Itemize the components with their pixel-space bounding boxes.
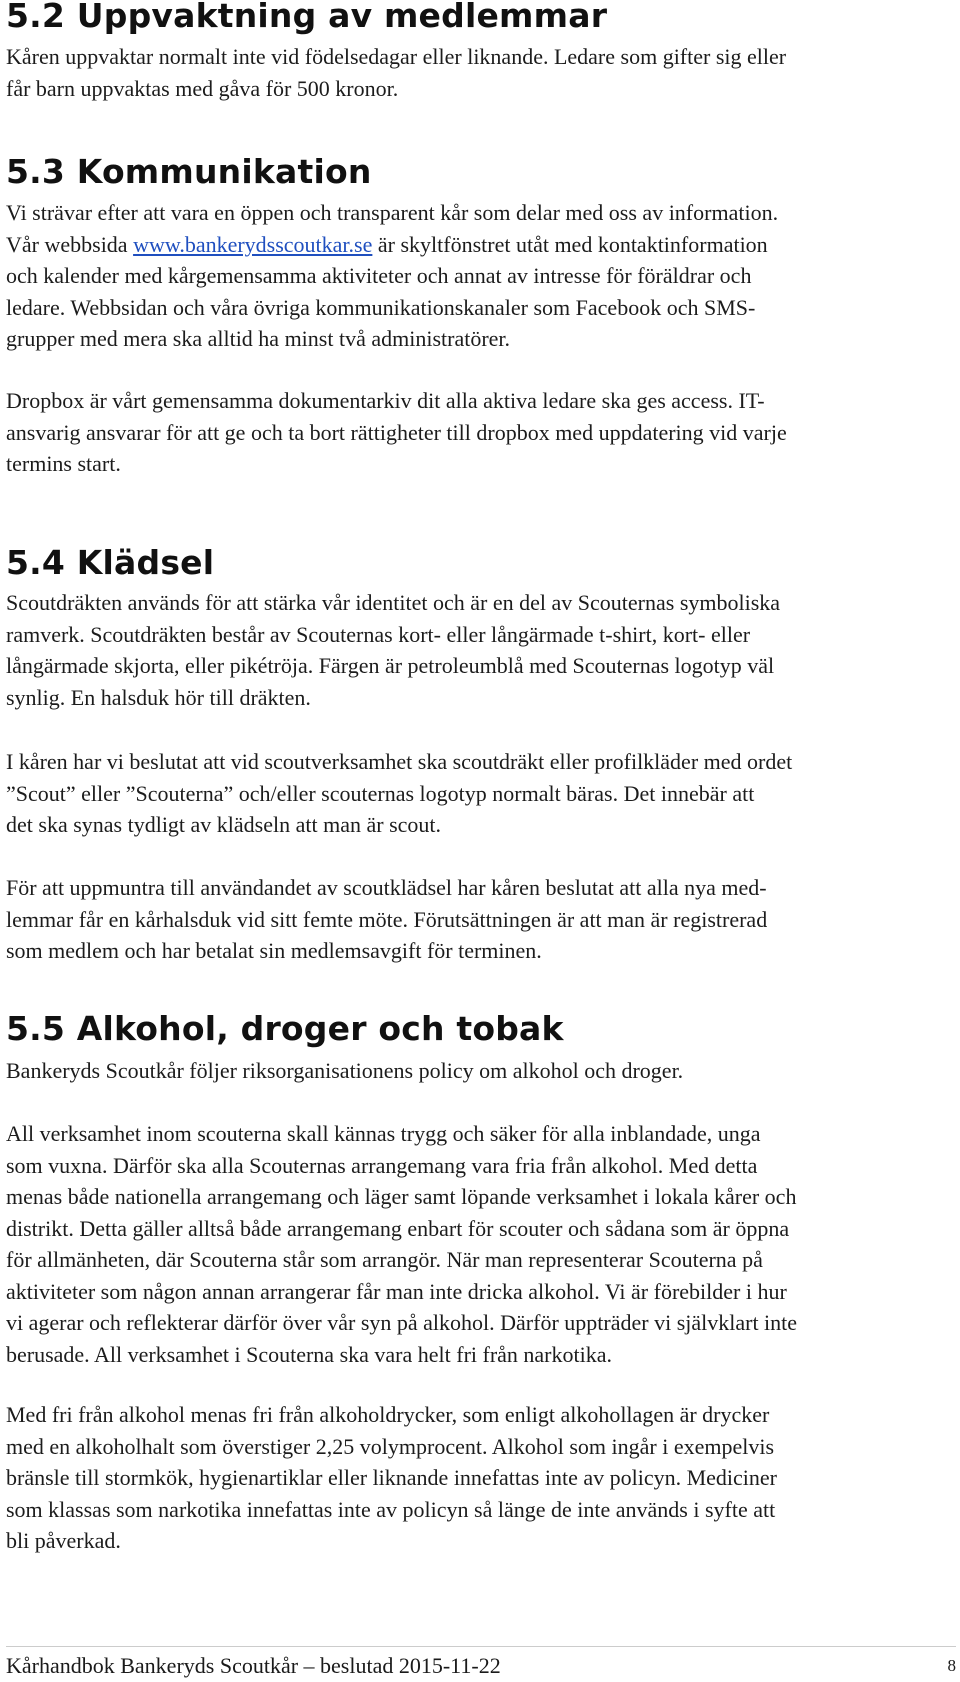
text-line: vi agerar och reflekterar därför över vår syn på alkohol. Därför uppträder vi självklart inte	[6, 1310, 798, 1335]
text-line: All verksamhet inom scouterna skall kännas trygg och säker för alla inblandade, unga	[6, 1121, 761, 1146]
page-footer	[6, 1651, 956, 1681]
text-line: Med fri från alkohol menas fri från alkoholdrycker, som enligt alkohollagen är drycker	[6, 1402, 770, 1427]
text-line: långärmade skjorta, eller pikétröja. Färgen är petroleumblå med Scouternas logotyp väl	[6, 653, 775, 678]
text-line: ”Scout” eller ”Scouterna” och/eller scouternas logotyp normalt bäras. Det innebär att	[6, 780, 755, 806]
text-line: Vi strävar efter att vara en öppen och transparent kår som delar med oss av information.	[6, 200, 779, 225]
paragraph-5-4-uniform	[6, 587, 956, 713]
text-line: Kåren uppvaktar normalt inte vid födelsedagar eller liknande. Ledare som gifter sig eller	[6, 44, 787, 69]
text-line: Bankeryds Scoutkår följer riksorganisationens policy om alkohol och droger.	[6, 1058, 684, 1083]
text-line: För att uppmuntra till användandet av scoutklädsel har kåren beslutat att alla nya med-	[6, 875, 767, 900]
text-line: får barn uppvaktas med gåva för 500 kronor.	[6, 75, 399, 101]
text-line: Dropbox är vårt gemensamma dokumentarkiv dit alla aktiva ledare ska ges access. IT-	[6, 388, 765, 413]
text-line: med en alkoholhalt som överstiger 2,25 volymprocent. Alkohol som ingår i exempelvis	[6, 1433, 775, 1459]
text-line: Scoutdräkten används för att stärka vår identitet och är en del av Scouternas symboliska	[6, 590, 781, 615]
text-line: som klassas som narkotika innefattas inte av policyn så länge de inte används i syfte att	[6, 1496, 776, 1522]
heading-5-4: 5.4 Klädsel	[6, 543, 215, 582]
heading-5-5: 5.5 Alkohol, droger och tobak	[6, 1009, 564, 1048]
text-line: det ska synas tydligt av klädseln att man är scout.	[6, 812, 442, 837]
page-number: 8	[947, 1656, 956, 1675]
text-line: termins start.	[6, 451, 121, 476]
text-line: synlig. En halsduk hör till dräkten.	[6, 684, 311, 710]
paragraph-5-3-website	[6, 197, 956, 355]
text-line: som medlem och har betalat sin medlemsavgift för terminen.	[6, 938, 542, 963]
text-line: ramverk. Scoutdräkten består av Scouternas kort- eller långärmade t-shirt, kort- eller	[6, 621, 751, 647]
website-link[interactable]: www.bankerydsscoutkar.se	[133, 231, 373, 257]
text-line: för allmänheten, där Scouterna står som arrangör. När man representerar Scouterna på	[6, 1247, 763, 1272]
heading-5-3: 5.3 Kommunikation	[6, 152, 372, 191]
paragraph-5-2	[6, 41, 956, 104]
text-line: berusade. All verksamhet i Scouterna ska vara helt fri från narkotika.	[6, 1341, 612, 1367]
text-line: aktiviteter som någon annan arrangerar får man inte dricka alkohol. Vi är förebilder i hur	[6, 1278, 787, 1304]
text-line: menas både nationella arrangemang och läger samt löpande verksamhet i lokala kårer och	[6, 1184, 797, 1209]
text-line: I kåren har vi beslutat att vid scoutverksamhet ska scoutdräkt eller profilkläder med ordet	[6, 749, 793, 774]
text-line: bränsle till stormkök, hygienartiklar eller liknande innefattas inte av policyn. Mediciner	[6, 1465, 777, 1490]
text-line	[6, 229, 956, 261]
text-fragment: Vår webbsida	[6, 231, 134, 257]
paragraph-5-5-policy	[6, 1055, 956, 1087]
paragraph-5-4-scarf	[6, 872, 956, 967]
paragraph-5-5-definition	[6, 1399, 956, 1557]
footer-title: Kårhandbok Bankeryds Scoutkår – beslutad 2015-11-22	[6, 1653, 501, 1678]
text-line: lemmar får en kårhalsduk vid sitt femte möte. Förutsättningen är att man är registrerad	[6, 906, 768, 932]
paragraph-5-3-dropbox	[6, 385, 956, 480]
text-line: ledare. Webbsidan och våra övriga kommunikationskanaler som Facebook och SMS-	[6, 294, 756, 320]
text-line: som vuxna. Därför ska alla Scouternas arrangemang vara fria från alkohol. Med detta	[6, 1152, 758, 1178]
text-line: bli påverkad.	[6, 1528, 121, 1553]
text-line: grupper med mera ska alltid ha minst två administratörer.	[6, 326, 511, 351]
heading-5-2: 5.2 Uppvaktning av medlemmar	[6, 0, 608, 35]
footer-divider	[6, 1646, 956, 1647]
text-line: distrikt. Detta gäller alltså både arrangemang enbart för scouter och sådana som är öppna	[6, 1215, 790, 1241]
text-line: ansvarig ansvarar för att ge och ta bort rättigheter till dropbox med uppdatering vid varje	[6, 419, 787, 445]
text-fragment: är skyltfönstret utåt med kontaktinformation	[372, 231, 768, 257]
text-line: och kalender med kårgemensamma aktiviteter och annat av intresse för föräldrar och	[6, 263, 752, 288]
paragraph-5-5-activities	[6, 1118, 956, 1370]
paragraph-5-4-decision	[6, 746, 956, 841]
